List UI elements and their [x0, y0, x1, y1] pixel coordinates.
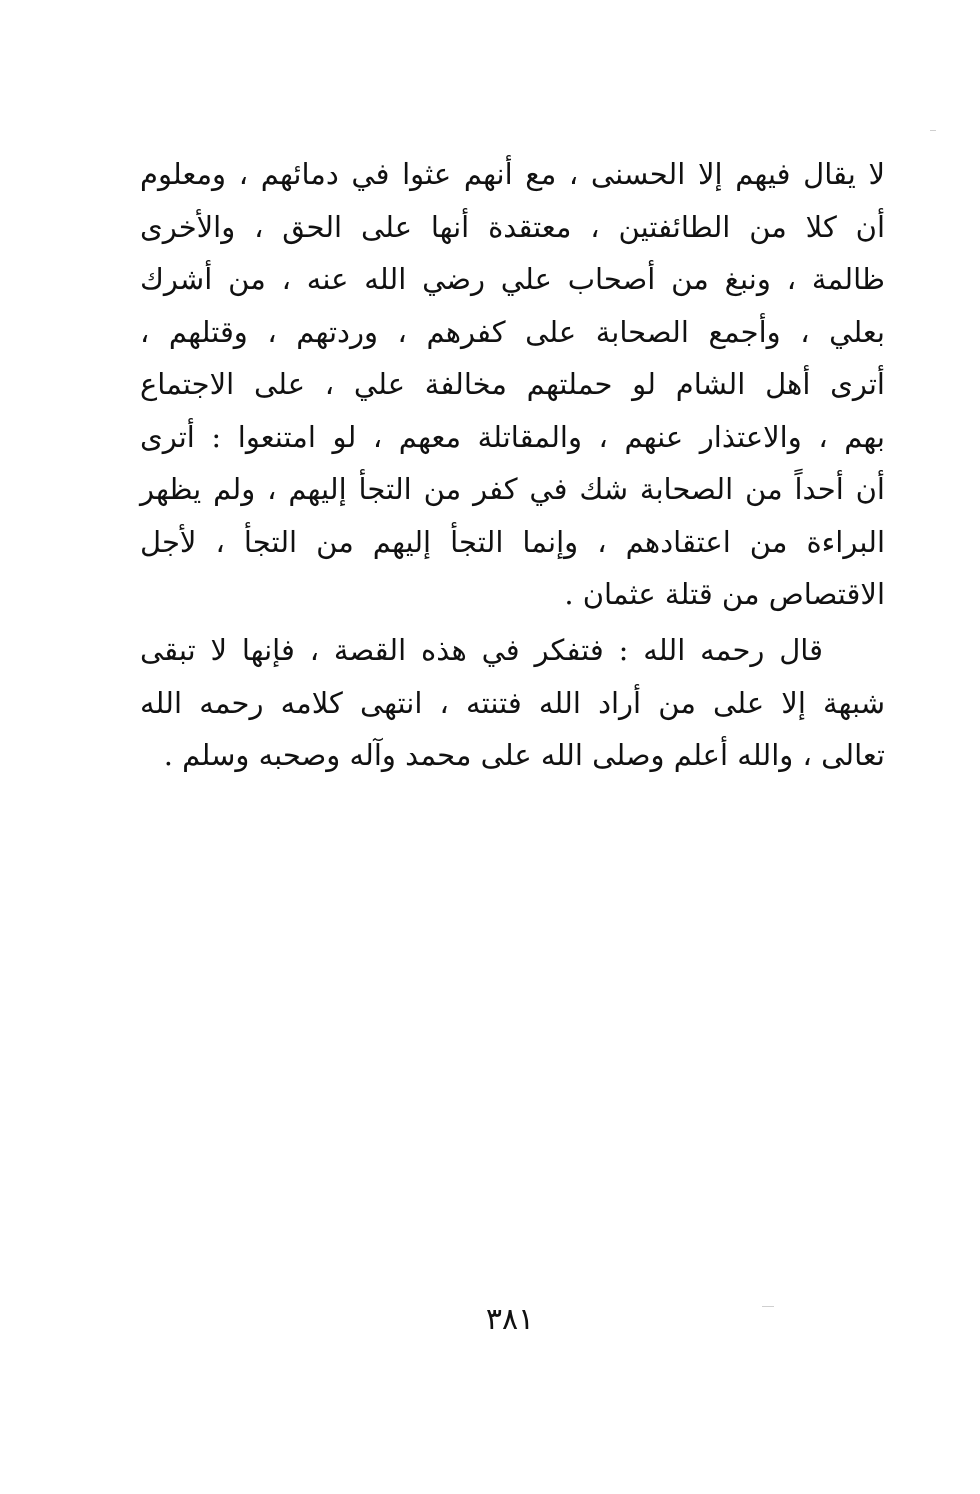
text-line: أن كلا من الطائفتين ، معتقدة أنها على الحق ، والأخرى [140, 209, 885, 244]
paragraph-1 [140, 148, 885, 621]
text-line: بعلي ، وأجمع الصحابة على كفرهم ، وردتهم ، وقتلهم ، [140, 314, 885, 349]
text-line: تعالى ، والله أعلم وصلى الله على محمد وآله وصحبه وسلم . [163, 738, 885, 772]
text-line: بهم ، والاعتذار عنهم ، والمقاتلة معهم ، لو امتنعوا : أترى [140, 419, 885, 454]
text-line: قال رحمه الله : فتفكر في هذه القصة ، فإنها لا تبقى [140, 633, 823, 667]
text-line: أترى أهل الشام لو حملتهم مخالفة علي ، على الاجتماع [140, 367, 885, 401]
scan-mark [762, 1306, 774, 1307]
paragraph-2 [140, 624, 885, 782]
text-line: أن أحداً من الصحابة شك في كفر من التجأ إليهم ، ولم يظهر [140, 472, 885, 506]
text-line: الاقتصاص من قتلة عثمان . [564, 577, 885, 611]
text-line: ظالمة ، ونبغ من أصحاب علي رضي الله عنه ، من أشرك [140, 262, 885, 296]
scan-mark [930, 130, 936, 131]
text-line: لا يقال فيهم إلا الحسنى ، مع أنهم عثوا في دمائهم ، ومعلوم [140, 157, 885, 191]
page-number: ٣٨١ [485, 1302, 535, 1337]
text-line: البراءة من اعتقادهم ، وإنما التجأ إليهم من التجأ ، لأجل [140, 524, 885, 559]
text-line: شبهة إلا على من أراد الله فتنته ، انتهى كلامه رحمه الله [140, 685, 885, 720]
